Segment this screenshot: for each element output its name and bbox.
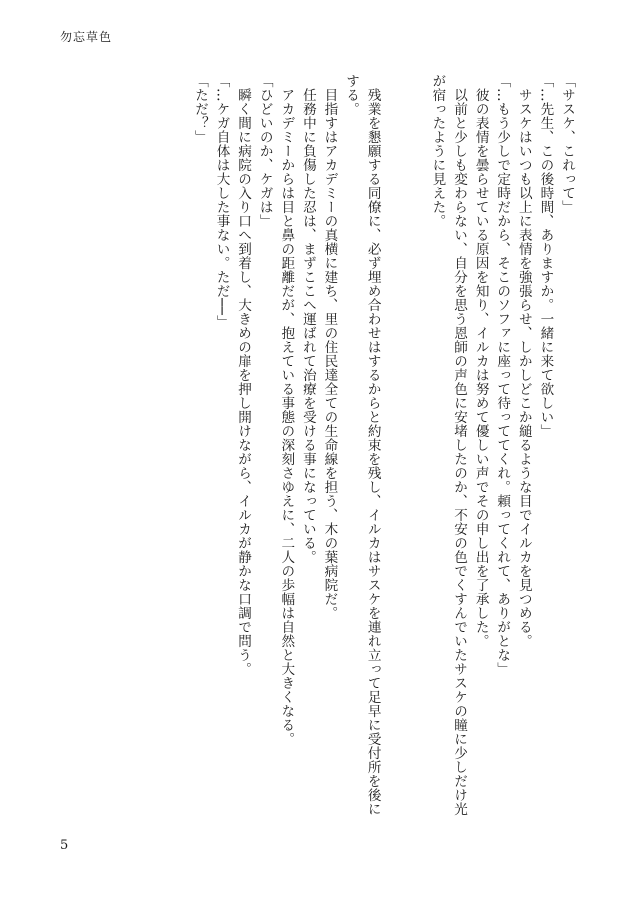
text-line: 「ひどいのか、ケガは」 (256, 74, 273, 228)
running-head: 勿忘草色 (60, 30, 113, 44)
text-line: する。 (343, 74, 360, 116)
text-line: 残業を懇願する同僚に、必ず埋め合わせはするからと約束を残し、イルカはサスケを連れ立って足早に受付所を後に (364, 74, 381, 816)
text-line: アカデミーからは目と鼻の距離だが、抱えている事態の深刻さゆえに、二人の歩幅は自然と大きくなる。 (278, 74, 295, 746)
text-line: が宿ったように見えた。 (429, 74, 446, 228)
text-line: 「…もう少しで定時だから、そこのソファに座って待っててくれ。頼ってくれて、ありがとな」 (494, 74, 511, 676)
text-line: 「サスケ、これって」 (559, 74, 575, 214)
text-line: 目指すはアカデミーの真横に建ち、里の住民達全ての生命線を担う、木の葉病院だ。 (321, 74, 338, 620)
text-line: 以前と少しも変わらない、自分を思う恩師の声色に安堵したのか、不安の色でくすんでいたサスケの瞳に少しだけ光 (451, 74, 468, 816)
text-line: 任務中に負傷した忍は、まずここへ運ばれて治療を受ける事になっている。 (299, 74, 316, 564)
text-line: 「…先生、この後時間、ありますか。一緒に来て欲しい」 (537, 74, 554, 438)
text-line: 「ただ？」 (191, 74, 208, 144)
text-line: 瞬く間に病院の入り口へ到着し、大きめの扉を押し開けながら、イルカが静かな口調で問う。 (235, 74, 252, 676)
blank-line (404, 74, 426, 814)
text-line: 「…ケガ自体は大した事ない。ただ──」 (213, 74, 230, 330)
page-number: 5 (60, 838, 69, 853)
text-line: 彼の表情を曇らせている原因を知り、イルカは努めて優しい声でその申し出を了承した。 (472, 74, 489, 648)
body-text (188, 74, 577, 814)
blank-line (383, 74, 405, 814)
text-line: サスケはいつも以上に表情を強張らせ、しかしどこか縋るような目でイルカを見つめる。 (515, 74, 532, 648)
